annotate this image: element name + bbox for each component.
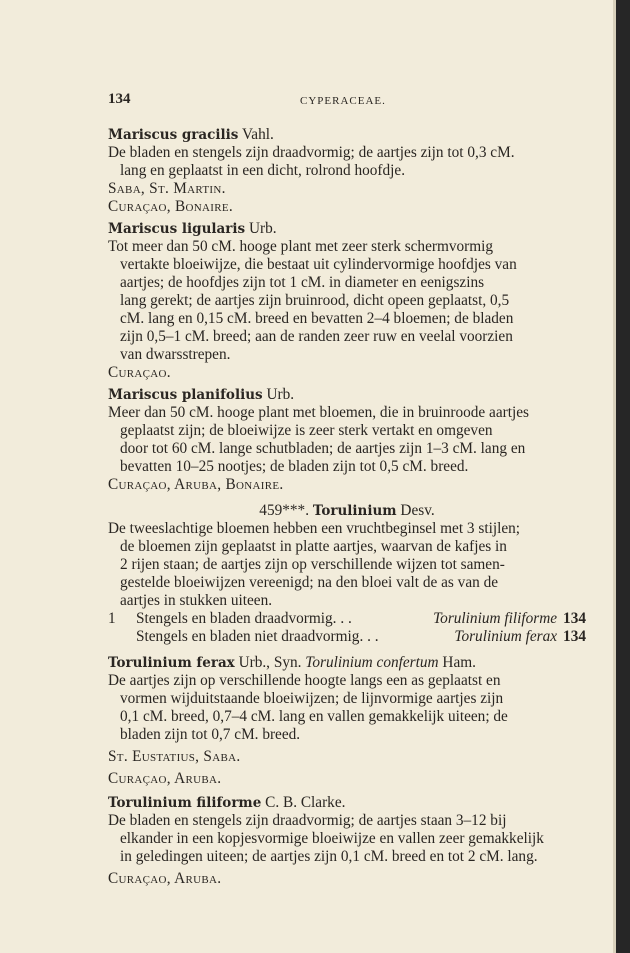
description-line: geplaatst zijn; de bloeiwijze is zeer sterk vertakt en omgeven	[120, 422, 493, 439]
description-line: door tot 60 cM. lange schutbladen; de aartjes zijn 1–3 cM. lang en	[120, 440, 526, 457]
species-name: Mariscus gracilis	[108, 127, 239, 143]
locality-line: Curaçao, Aruba.	[108, 870, 222, 887]
genus-author: Desv.	[400, 502, 435, 519]
page-number: 134	[108, 91, 131, 107]
locality-line: Saba, St. Martin.	[108, 180, 226, 197]
description-line: cM. lang en 0,15 cM. breed en bevatten 2–4 bloemen; de bladen	[120, 310, 514, 327]
species-author: Urb.	[266, 386, 295, 403]
locality-line: Curaçao, Aruba.	[108, 770, 222, 787]
book-spine	[616, 0, 630, 953]
genus-heading	[108, 502, 586, 520]
description-line: elkander in een kopjesvormige bloeiwijze en vallen zeer gemakkelijk	[120, 830, 544, 847]
key-number: 1	[108, 610, 116, 627]
species-name: Torulinium ferax	[108, 655, 235, 671]
species-author: Vahl.	[241, 126, 274, 143]
species-entry	[108, 220, 586, 382]
species-author: Urb., Syn.	[238, 654, 302, 671]
species-entry	[108, 654, 586, 788]
key-line	[108, 628, 586, 646]
key-taxon: Torulinium filiforme	[433, 610, 558, 627]
description-line: van dwarsstrepen.	[120, 346, 231, 363]
genus-name: Torulinium	[312, 503, 397, 519]
locality-line: St. Eustatius, Saba.	[108, 748, 241, 765]
key-page: 134	[563, 628, 586, 645]
description-line: vormen wijduitstaande bloeiwijzen; de lijnvormige aartjes zijn	[120, 690, 504, 707]
page-header	[108, 90, 586, 108]
species-entry	[108, 126, 586, 216]
page-content	[108, 90, 586, 888]
key-taxon: Torulinium ferax	[454, 628, 558, 645]
species-author: C. B. Clarke.	[265, 794, 346, 811]
description-line: 0,1 cM. breed, 0,7–4 cM. lang en vallen gemakkelijk uiteen; de	[120, 708, 508, 725]
synonym-author: Ham.	[442, 654, 476, 671]
key-text: Stengels en bladen draadvormig. . .	[136, 610, 352, 627]
description-line: Tot meer dan 50 cM. hooge plant met zeer sterk schermvormig	[108, 238, 494, 255]
description-line: De bladen en stengels zijn draadvormig; de aartjes staan 3–12 bij	[108, 812, 507, 829]
description-line: gestelde bloeiwijzen vereenigd; na den bloei valt de as van de	[120, 574, 499, 591]
locality-line: Curaçao.	[108, 364, 171, 381]
synonym-name: Torulinium confertum	[305, 654, 439, 671]
description-line: aartjes; de hoofdjes zijn tot 1 cM. in diameter en eenigszins	[120, 274, 485, 291]
species-name: Mariscus planifolius	[108, 387, 263, 403]
locality-line: Curaçao, Bonaire.	[108, 198, 233, 215]
genus-description	[108, 520, 586, 646]
description-line: zijn 0,5–1 cM. breed; aan de randen zeer ruw en veelal voorzien	[120, 328, 513, 345]
key-line	[108, 610, 586, 628]
description-line: Meer dan 50 cM. hooge plant met bloemen, die in bruinroode aartjes	[108, 404, 529, 421]
description-line: De aartjes zijn op verschillende hoogte langs een as geplaatst en	[108, 672, 501, 689]
key-text: Stengels en bladen niet draadvormig. . .	[136, 628, 379, 645]
description-line: in geledingen uiteen; de aartjes zijn 0,1 cM. breed en tot 2 cM. lang.	[120, 848, 538, 865]
species-author: Urb.	[248, 220, 277, 237]
description-line: bevatten 10–25 nootjes; de bladen zijn tot 0,5 cM. breed.	[120, 458, 469, 475]
species-entry	[108, 386, 586, 494]
description-line: De tweeslachtige bloemen hebben een vruchtbeginsel met 3 stijlen;	[108, 520, 521, 537]
genus-number: 459***.	[259, 502, 310, 519]
species-name: Torulinium filiforme	[108, 795, 262, 811]
description-line: bladen zijn tot 0,7 cM. breed.	[120, 726, 301, 743]
description-line: vertakte bloeiwijze, die bestaat uit cylindervormige hoofdjes van	[120, 256, 517, 273]
species-entry	[108, 794, 586, 888]
running-title: CYPERACEAE.	[300, 95, 386, 107]
description-line: aartjes in stukken uiteen.	[120, 592, 273, 609]
description-line: lang en geplaatst in een dicht, rolrond hoofdje.	[120, 162, 406, 179]
species-name: Mariscus ligularis	[108, 221, 246, 237]
description-line: lang gerekt; de aartjes zijn bruinrood, dicht opeen geplaatst, 0,5	[120, 292, 510, 309]
description-line: De bladen en stengels zijn draadvormig; de aartjes zijn tot 0,3 cM.	[108, 144, 515, 161]
description-line: 2 rijen staan; de aartjes zijn op verschillende wijzen tot samen-	[120, 556, 505, 573]
key-page: 134	[563, 610, 586, 627]
description-line: de bloemen zijn geplaatst in platte aartjes, waarvan de kafjes in	[120, 538, 507, 555]
locality-line: Curaçao, Aruba, Bonaire.	[108, 476, 284, 493]
